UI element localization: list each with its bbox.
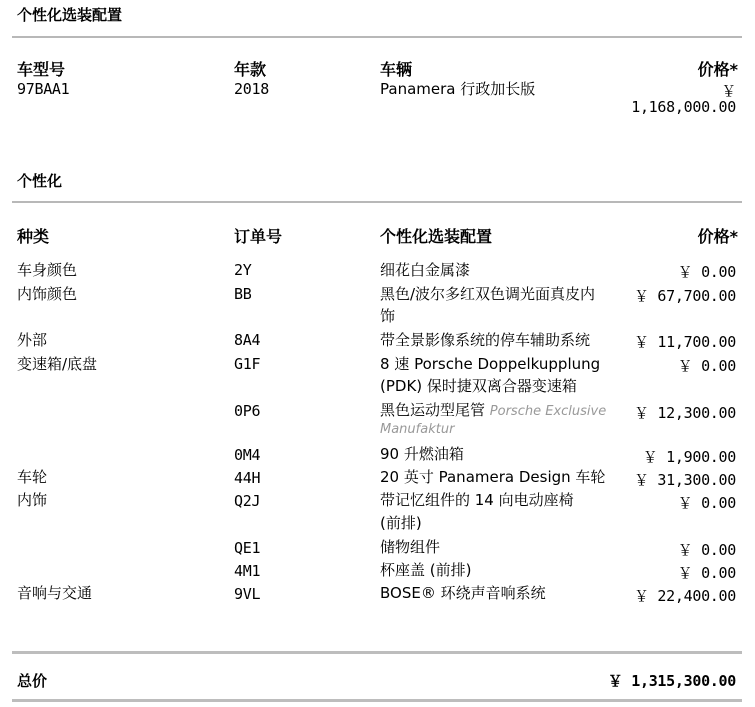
option-category: 外部 [17,331,48,349]
option-code: 9VL [234,585,261,603]
option-price: ￥ 31,300.00 [633,471,736,489]
option-desc: 8 速 Porsche Doppelkupplung [380,355,601,373]
option-category: 车身颜色 [17,261,78,279]
divider [12,699,742,702]
col-header-year: 年款 [234,60,267,79]
option-code: 0P6 [234,402,261,420]
option-code: BB [234,285,252,303]
option-price: ￥ 0.00 [677,357,736,375]
option-code: 2Y [234,261,252,279]
option-category: 内饰 [17,491,48,509]
option-price: ￥ 1,900.00 [642,448,736,466]
option-category: 内饰颜色 [17,285,78,303]
vehicle-currency: ￥ [721,82,736,100]
option-price: ￥ 12,300.00 [633,404,736,422]
option-desc: 细花白金属漆 [380,261,471,279]
option-price: ￥ 0.00 [677,541,736,559]
col-header-order-no: 订单号 [234,227,283,246]
vehicle-year: 2018 [234,80,269,98]
option-desc: 20 英寸 Panamera Design 车轮 [380,468,606,486]
option-price: ￥ 67,700.00 [633,287,736,305]
option-category: 车轮 [17,468,48,486]
option-code: 0M4 [234,446,261,464]
option-code: 44H [234,469,261,487]
option-desc: 储物组件 [380,538,441,556]
col-header-price: 价格* [697,227,738,246]
col-header-config: 个性化选装配置 [380,227,493,246]
option-price: ￥ 0.00 [677,564,736,582]
vehicle-name: Panamera 行政加长版 [380,80,536,98]
option-code: Q2J [234,492,261,510]
option-desc-note: Porsche Exclusive [489,404,607,419]
option-desc: 90 升燃油箱 [380,445,464,463]
option-price: ￥ 0.00 [677,263,736,281]
option-price: ￥ 11,700.00 [633,333,736,351]
option-desc: BOSE® 环绕声音响系统 [380,584,546,602]
option-price: ￥ 0.00 [677,494,736,512]
option-category: 变速箱/底盘 [17,355,98,373]
page-title: 个性化选装配置 [17,6,123,24]
col-header-model: 车型号 [17,60,66,79]
col-header-category: 种类 [17,227,50,246]
option-desc: 带记忆组件的 14 向电动座椅 [380,491,574,509]
option-category: 音响与交通 [17,584,93,602]
option-code: 8A4 [234,331,261,349]
option-code: G1F [234,355,261,373]
option-desc-line2: (前排) [380,514,422,532]
option-code: QE1 [234,539,261,557]
divider [12,201,742,203]
col-header-vehicle: 车辆 [380,60,413,79]
divider [12,651,742,654]
section-title: 个性化 [17,172,63,190]
total-value: ￥ 1,315,300.00 [607,672,736,690]
option-desc-note-line2: Manufaktur [380,422,455,437]
option-desc: 带全景影像系统的停车辅助系统 [380,331,591,349]
option-desc: 杯座盖 (前排) [380,561,472,579]
option-desc: 黑色/波尔多红双色调光面真皮内 [380,285,596,303]
divider [12,36,742,38]
vehicle-price: 1,168,000.00 [631,98,736,116]
total-label: 总价 [17,672,48,690]
option-code: 4M1 [234,562,261,580]
option-desc-line2: (PDK) 保时捷双离合器变速箱 [380,377,577,395]
option-desc [380,399,606,423]
vehicle-model: 97BAA1 [17,80,70,98]
option-desc-text: 黑色运动型尾管 [380,401,486,419]
option-price: ￥ 22,400.00 [633,587,736,605]
col-header-price: 价格* [697,60,738,79]
option-desc-line2: 饰 [380,307,396,325]
